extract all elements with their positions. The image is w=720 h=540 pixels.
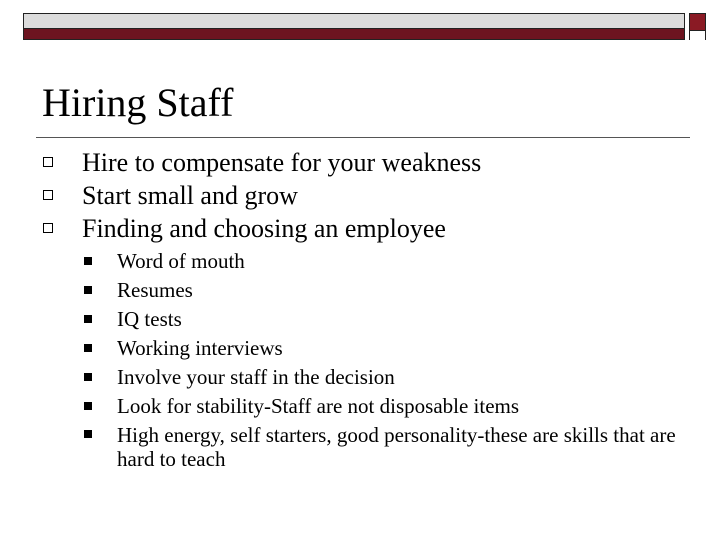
sub-bullet-item bbox=[82, 363, 677, 392]
sub-bullet-text: Resumes bbox=[117, 278, 193, 302]
sub-bullet-text: High energy, self starters, good personality-these are skills that are hard to teach bbox=[117, 423, 676, 471]
corner-square-top bbox=[690, 14, 705, 30]
bullet-text: Finding and choosing an employee bbox=[82, 214, 446, 243]
bullet-list bbox=[40, 146, 700, 471]
bullet-item bbox=[40, 212, 700, 471]
bullet-text: Hire to compensate for your weakness bbox=[82, 148, 482, 177]
title-divider bbox=[36, 137, 690, 138]
bullet-item bbox=[40, 146, 700, 179]
filled-square-bullet-icon bbox=[84, 373, 92, 381]
sub-bullet-text: Working interviews bbox=[117, 336, 283, 360]
sub-bullet-item bbox=[82, 421, 677, 471]
header-band-gray bbox=[23, 13, 685, 29]
bullet-text: Start small and grow bbox=[82, 181, 298, 210]
hollow-square-bullet-icon bbox=[43, 190, 53, 200]
sub-bullet-item bbox=[82, 305, 677, 334]
sub-bullet-item bbox=[82, 392, 677, 421]
corner-square-bottom bbox=[690, 30, 705, 40]
filled-square-bullet-icon bbox=[84, 315, 92, 323]
sub-bullet-text: Involve your staff in the decision bbox=[117, 365, 395, 389]
sub-bullet-item bbox=[82, 276, 677, 305]
filled-square-bullet-icon bbox=[84, 286, 92, 294]
sub-bullet-item bbox=[82, 247, 677, 276]
filled-square-bullet-icon bbox=[84, 257, 92, 265]
filled-square-bullet-icon bbox=[84, 430, 92, 438]
header-corner-square bbox=[689, 13, 706, 40]
sub-bullet-list bbox=[82, 247, 700, 471]
hollow-square-bullet-icon bbox=[43, 157, 53, 167]
sub-bullet-text: Look for stability-Staff are not disposable items bbox=[117, 394, 520, 418]
header-band-maroon bbox=[23, 29, 685, 40]
filled-square-bullet-icon bbox=[84, 402, 92, 410]
sub-bullet-item bbox=[82, 334, 677, 363]
bullet-item bbox=[40, 179, 700, 212]
slide-title: Hiring Staff bbox=[42, 80, 234, 125]
hollow-square-bullet-icon bbox=[43, 223, 53, 233]
filled-square-bullet-icon bbox=[84, 344, 92, 352]
sub-bullet-text: IQ tests bbox=[117, 307, 182, 331]
sub-bullet-text: Word of mouth bbox=[117, 249, 245, 273]
